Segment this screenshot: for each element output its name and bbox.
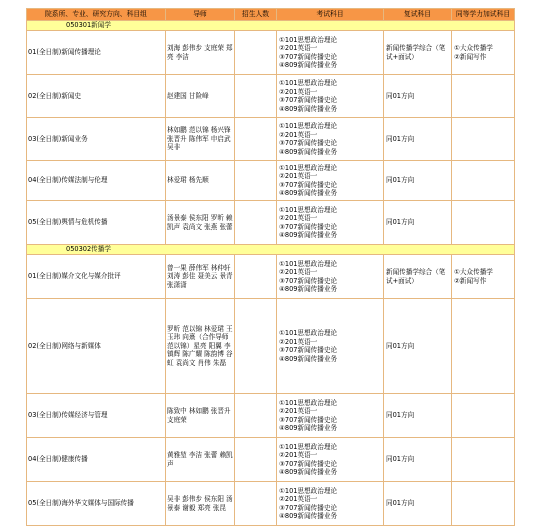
extra-cell	[452, 161, 515, 201]
exam-subject: ①101思想政治理论	[279, 35, 338, 44]
exam-subject: ③707新闻传播史论	[279, 276, 338, 285]
table-row	[27, 75, 515, 118]
exam-subject: ③707新闻传播史论	[279, 139, 338, 147]
exam-subject: ④809新闻传播业务	[279, 231, 338, 239]
section-row	[27, 245, 515, 255]
section-title: 050302传播学	[66, 245, 111, 254]
retest-cell: 新闻传播学综合（笔试+面试）	[384, 31, 452, 75]
table-row	[27, 299, 515, 394]
exam-subject: ③707新闻传播史论	[279, 503, 338, 512]
direction-cell: 04(全日制)传媒法制与伦理	[27, 161, 166, 201]
exam-subject: ④809新闻传播业务	[279, 512, 338, 520]
exam-subject: ②201英语一	[279, 407, 318, 415]
retest-cell: 同01方向	[384, 394, 452, 438]
exam-subject: ③707新闻传播史论	[279, 96, 338, 104]
direction-cell: 01(全日制)新闻传播理论	[27, 31, 166, 75]
exam-cell	[277, 75, 384, 118]
retest-cell: 同01方向	[384, 438, 452, 482]
enrollment-cell	[235, 482, 277, 526]
exam-subject: ①101思想政治理论	[279, 329, 338, 337]
exam-subject: ④809新闻传播业务	[279, 285, 338, 293]
extra-cell	[452, 255, 515, 299]
retest-cell: 同01方向	[384, 161, 452, 201]
tutor-cell: 吴非 彭伟步 侯东阳 汤景泰 谢毅 郑亮 张昆	[166, 482, 235, 526]
direction-cell: 03(全日制)传媒经济与管理	[27, 394, 166, 438]
exam-subject: ②201英语一	[279, 268, 318, 276]
exam-subject: ④809新闻传播业务	[279, 189, 338, 197]
exam-subject: ③707新闻传播史论	[279, 459, 338, 468]
exam-subject: ①101思想政治理论	[279, 259, 338, 268]
exam-cell	[277, 161, 384, 201]
table-row	[27, 394, 515, 438]
direction-cell: 03(全日制)新闻业务	[27, 118, 166, 161]
extra-cell	[452, 201, 515, 245]
exam-subject: ③707新闻传播史论	[279, 415, 338, 424]
tutor-cell: 林如鹏 范以锦 杨兴锋 张晋升 陈伟军 申启武 吴非	[166, 118, 235, 161]
extra-cell	[452, 394, 515, 438]
direction-cell: 02(全日制)新闻史	[27, 75, 166, 118]
tutor-cell: 汤景泰 侯东阳 罗昕 赖凯声 袁尚文 张燕 张蕾	[166, 201, 235, 245]
extra-subject: ①大众传播学	[454, 268, 493, 276]
exam-subject: ①101思想政治理论	[279, 122, 338, 130]
tutor-cell: 赵建国 甘险峰	[166, 75, 235, 118]
tutor-cell: 刘海 彭伟步 支庭荣 郑亮 李洁	[166, 31, 235, 75]
section-row	[27, 21, 515, 31]
section-title: 050301新闻学	[66, 21, 111, 30]
extra-cell	[452, 299, 515, 394]
extra-cell	[452, 75, 515, 118]
retest-cell: 同01方向	[384, 118, 452, 161]
extra-subject: ①大众传播学	[454, 44, 493, 52]
header-enrollment: 招生人数	[235, 9, 277, 21]
exam-cell	[277, 482, 384, 526]
tutor-cell: 罗昕 范以锦 林爱珺 王玉玮 向熹（合作导师范以锦）星亮 阳翼 李镇辉 陈广耀 陈韵博 谷虹 袁尚文 肖伟 朱磊	[166, 299, 235, 394]
extra-cell	[452, 118, 515, 161]
extra-cell	[452, 482, 515, 526]
exam-subject: ③707新闻传播史论	[279, 52, 338, 61]
enrollment-cell	[235, 299, 277, 394]
enrollment-cell	[235, 118, 277, 161]
exam-cell	[277, 299, 384, 394]
admission-catalog-sheet	[26, 8, 514, 526]
extra-subject: ②新闻写作	[454, 276, 487, 285]
exam-subject: ②201英语一	[279, 214, 318, 222]
exam-subject: ①101思想政治理论	[279, 205, 338, 214]
tutor-cell: 曾一果 薛伟军 林仲轩 刘涛 彭佳 聂美云 景青 张潇潇	[166, 255, 235, 299]
exam-subject: ④809新闻传播业务	[279, 104, 338, 113]
retest-cell: 同01方向	[384, 201, 452, 245]
exam-cell	[277, 255, 384, 299]
exam-cell	[277, 201, 384, 245]
direction-cell: 05(全日制)海外华文媒体与国际传播	[27, 482, 166, 526]
catalog-table	[26, 8, 515, 526]
exam-subject: ④809新闻传播业务	[279, 424, 338, 432]
table-row	[27, 118, 515, 161]
exam-cell	[277, 438, 384, 482]
direction-cell: 04(全日制)健康传播	[27, 438, 166, 482]
extra-cell	[452, 31, 515, 75]
table-row	[27, 255, 515, 299]
direction-cell: 01(全日制)媒介文化与媒介批评	[27, 255, 166, 299]
direction-cell: 02(全日制)网络与新媒体	[27, 299, 166, 394]
exam-subject: ②201英语一	[279, 87, 318, 96]
header-row	[27, 9, 515, 21]
exam-subject: ①101思想政治理论	[279, 486, 338, 495]
table-row	[27, 201, 515, 245]
exam-subject: ②201英语一	[279, 451, 318, 459]
exam-subject: ②201英语一	[279, 44, 318, 52]
retest-cell: 同01方向	[384, 482, 452, 526]
exam-cell	[277, 118, 384, 161]
exam-subject: ①101思想政治理论	[279, 79, 338, 87]
exam-subject: ③707新闻传播史论	[279, 346, 338, 354]
header-extra: 同等学力加试科目	[452, 9, 515, 21]
enrollment-cell	[235, 161, 277, 201]
table-row	[27, 438, 515, 482]
enrollment-cell	[235, 255, 277, 299]
exam-subject: ①101思想政治理论	[279, 398, 338, 407]
enrollment-cell	[235, 394, 277, 438]
header-exam: 考试科目	[277, 9, 384, 21]
enrollment-cell	[235, 75, 277, 118]
enrollment-cell	[235, 31, 277, 75]
exam-subject: ④809新闻传播业务	[279, 354, 338, 363]
exam-subject: ①101思想政治理论	[279, 442, 338, 451]
exam-subject: ②201英语一	[279, 337, 318, 346]
exam-cell	[277, 31, 384, 75]
enrollment-cell	[235, 438, 277, 482]
header-retest: 复试科目	[384, 9, 452, 21]
retest-cell: 同01方向	[384, 75, 452, 118]
tutor-cell: 黄雅堃 李洁 张蕾 赖凯声	[166, 438, 235, 482]
enrollment-cell	[235, 201, 277, 245]
exam-subject: ①101思想政治理论	[279, 163, 338, 172]
extra-cell	[452, 438, 515, 482]
exam-subject: ④809新闻传播业务	[279, 61, 338, 69]
retest-cell: 同01方向	[384, 299, 452, 394]
retest-cell: 新闻传播学综合（笔试+面试）	[384, 255, 452, 299]
table-row	[27, 482, 515, 526]
exam-subject: ④809新闻传播业务	[279, 147, 338, 156]
exam-cell	[277, 394, 384, 438]
exam-subject: ②201英语一	[279, 495, 318, 503]
header-tutor: 导师	[166, 9, 235, 21]
tutor-cell: 林爱珺 杨先顺	[166, 161, 235, 201]
exam-subject: ②201英语一	[279, 130, 318, 139]
direction-cell: 05(全日制)舆情与危机传播	[27, 201, 166, 245]
extra-subject: ②新闻写作	[454, 52, 487, 61]
exam-subject: ③707新闻传播史论	[279, 180, 338, 189]
table-row	[27, 161, 515, 201]
table-row	[27, 31, 515, 75]
exam-subject: ③707新闻传播史论	[279, 222, 338, 231]
exam-subject: ④809新闻传播业务	[279, 468, 338, 476]
tutor-cell: 陈致中 林如鹏 张晋升 支庭荣	[166, 394, 235, 438]
exam-subject: ②201英语一	[279, 172, 318, 180]
header-direction: 院系所、专业、研究方向、科目组	[27, 9, 166, 21]
